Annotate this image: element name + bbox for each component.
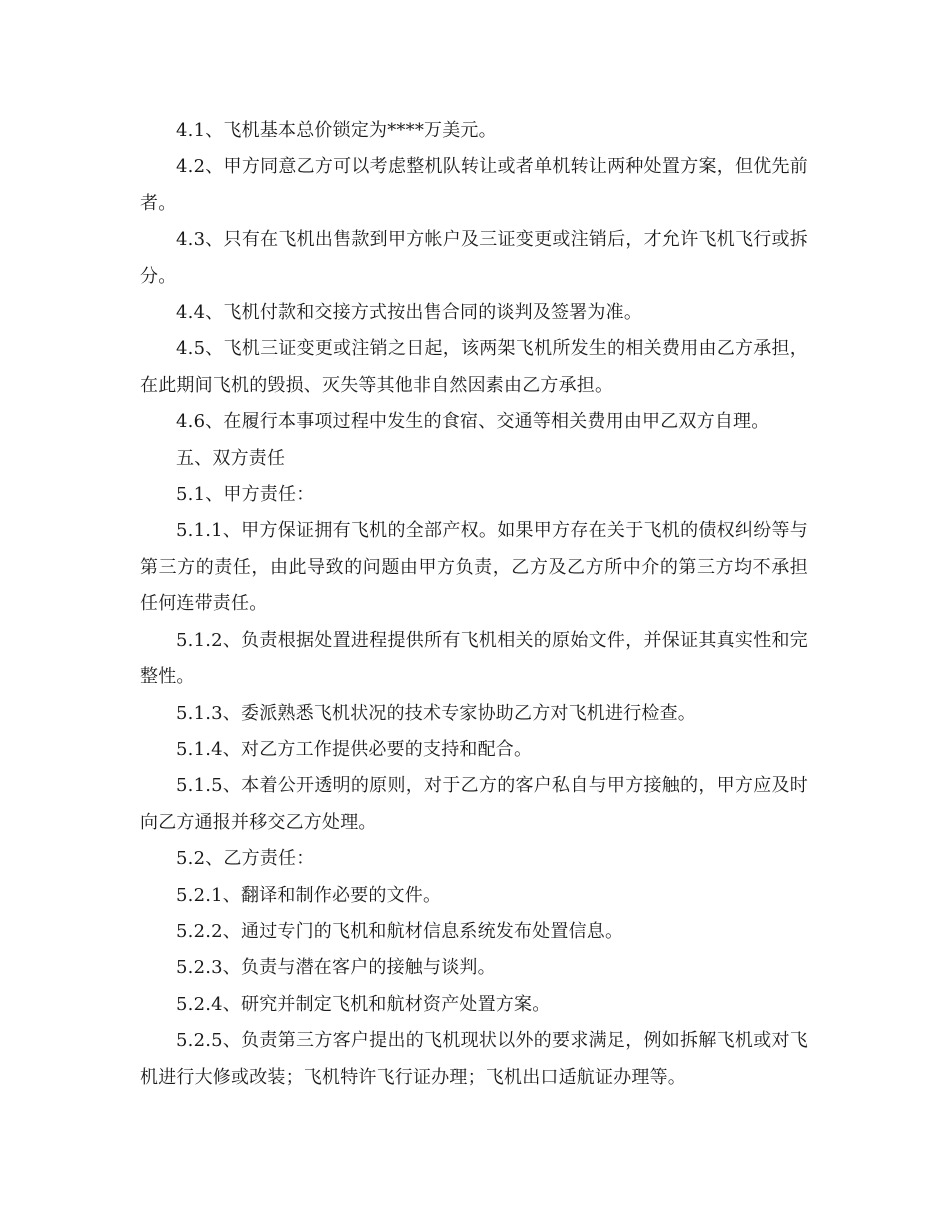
clause-5-2-3: 5.2.3、负责与潜在客户的接触与谈判。: [176, 957, 496, 979]
section-heading-5: 五、双方责任: [176, 447, 286, 469]
clause-4-2: 4.2、甲方同意乙方可以考虑整机队转让或者单机转让两种处置方案，但优先前者。: [140, 156, 808, 214]
clause-5-1-1: 5.1.1、甲方保证拥有飞机的全部产权。如果甲方存在关于飞机的债权纠纷等与第三方的责任，由此导致的问题由甲方负责，乙方及乙方所中介的第三方均不承担任何连带责任。: [140, 520, 808, 615]
clause-5-2-1: 5.2.1、翻译和制作必要的文件。: [176, 884, 442, 906]
clause-4-4: 4.4、飞机付款和交接方式按出售合同的谈判及签署为准。: [176, 302, 643, 324]
clause-5-2-5: 5.2.5、负责第三方客户提出的飞机现状以外的要求满足，例如拆解飞机或对飞机进行大修或改装；飞机特许飞行证办理；飞机出口适航证办理等。: [140, 1030, 808, 1088]
clause-5-2-2: 5.2.2、通过专门的飞机和航材信息系统发布处置信息。: [176, 920, 624, 942]
clause-4-6: 4.6、在履行本事项过程中发生的食宿、交通等相关费用由甲乙双方自理。: [176, 411, 770, 433]
document-body: [140, 113, 808, 1096]
clause-4-5: 4.5、飞机三证变更或注销之日起，该两架飞机所发生的相关费用由乙方承担，在此期间飞机的毁损、灭失等其他非自然因素由乙方承担。: [140, 338, 808, 396]
clause-5-1-3: 5.1.3、委派熟悉飞机状况的技术专家协助乙方对飞机进行检查。: [176, 702, 696, 724]
clause-5-1: 5.1、甲方责任：: [176, 484, 315, 506]
clause-5-1-4: 5.1.4、对乙方工作提供必要的支持和配合。: [176, 738, 533, 760]
clause-5-2-4: 5.2.4、研究并制定飞机和航材资产处置方案。: [176, 993, 551, 1015]
clause-4-3: 4.3、只有在飞机出售款到甲方帐户及三证变更或注销后，才允许飞机飞行或拆分。: [140, 229, 808, 287]
clause-5-2: 5.2、乙方责任：: [176, 848, 315, 870]
clause-5-1-2: 5.1.2、负责根据处置进程提供所有飞机相关的原始文件，并保证其真实性和完整性。: [140, 629, 808, 688]
clause-4-1: 4.1、飞机基本总价锁定为****万美元。: [176, 120, 497, 141]
clause-5-1-5: 5.1.5、本着公开透明的原则，对于乙方的客户私自与甲方接触的，甲方应及时向乙方通报并移交乙方处理。: [140, 775, 808, 833]
